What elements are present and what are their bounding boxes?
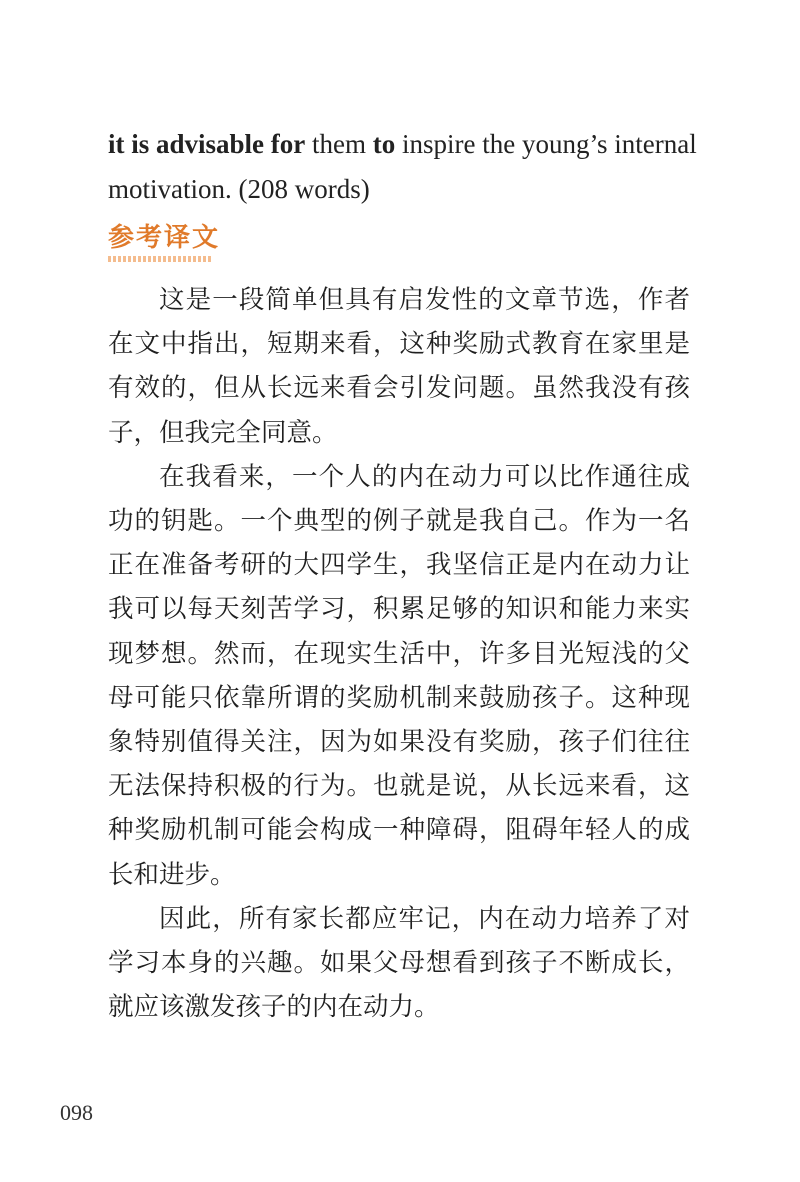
paragraph: 这是一段简单但具有启发性的文章节选，作者在文中指出，短期来看，这种奖励式教育在家里是有效的，但从长远来看会引发问题。虽然我没有孩子，但我完全同意。 [108,285,690,448]
heading-decoration [108,256,212,262]
plain-text: them [305,129,373,159]
bold-phrase: it is advisable for [108,129,306,159]
paragraph: 因此，所有家长都应牢记，内在动力培养了对学习本身的兴趣。如果父母想看到孩子不断成长，就应该激发孩子的内在动力。 [108,903,690,1023]
english-passage-ending [108,122,708,212]
translation-body [108,278,690,1029]
bold-word: to [372,129,396,159]
plain-text: inspire the young’s internal motivation. (208 words) [108,129,697,204]
section-heading: 参考译文 [108,223,221,253]
paragraph: 在我看来，一个人的内在动力可以比作通往成功的钥匙。一个典型的例子就是我自己。作为一名正在准备考研的大四学生，我坚信正是内在动力让我可以每天刻苦学习，积累足够的知识和能力来实现梦想。然而，在现实生活中，许多目光短浅的父母可能只依靠所谓的奖励机制来鼓励孩子。这种现象特别值得关注，因为如果没有奖励，孩子们往往无法保持积极的行为。也就是说，从长远来看，这种奖励机制可能会构成一种障碍，阻碍年轻人的成长和进步。 [108,461,690,890]
page-number: 098 [60,1100,93,1125]
